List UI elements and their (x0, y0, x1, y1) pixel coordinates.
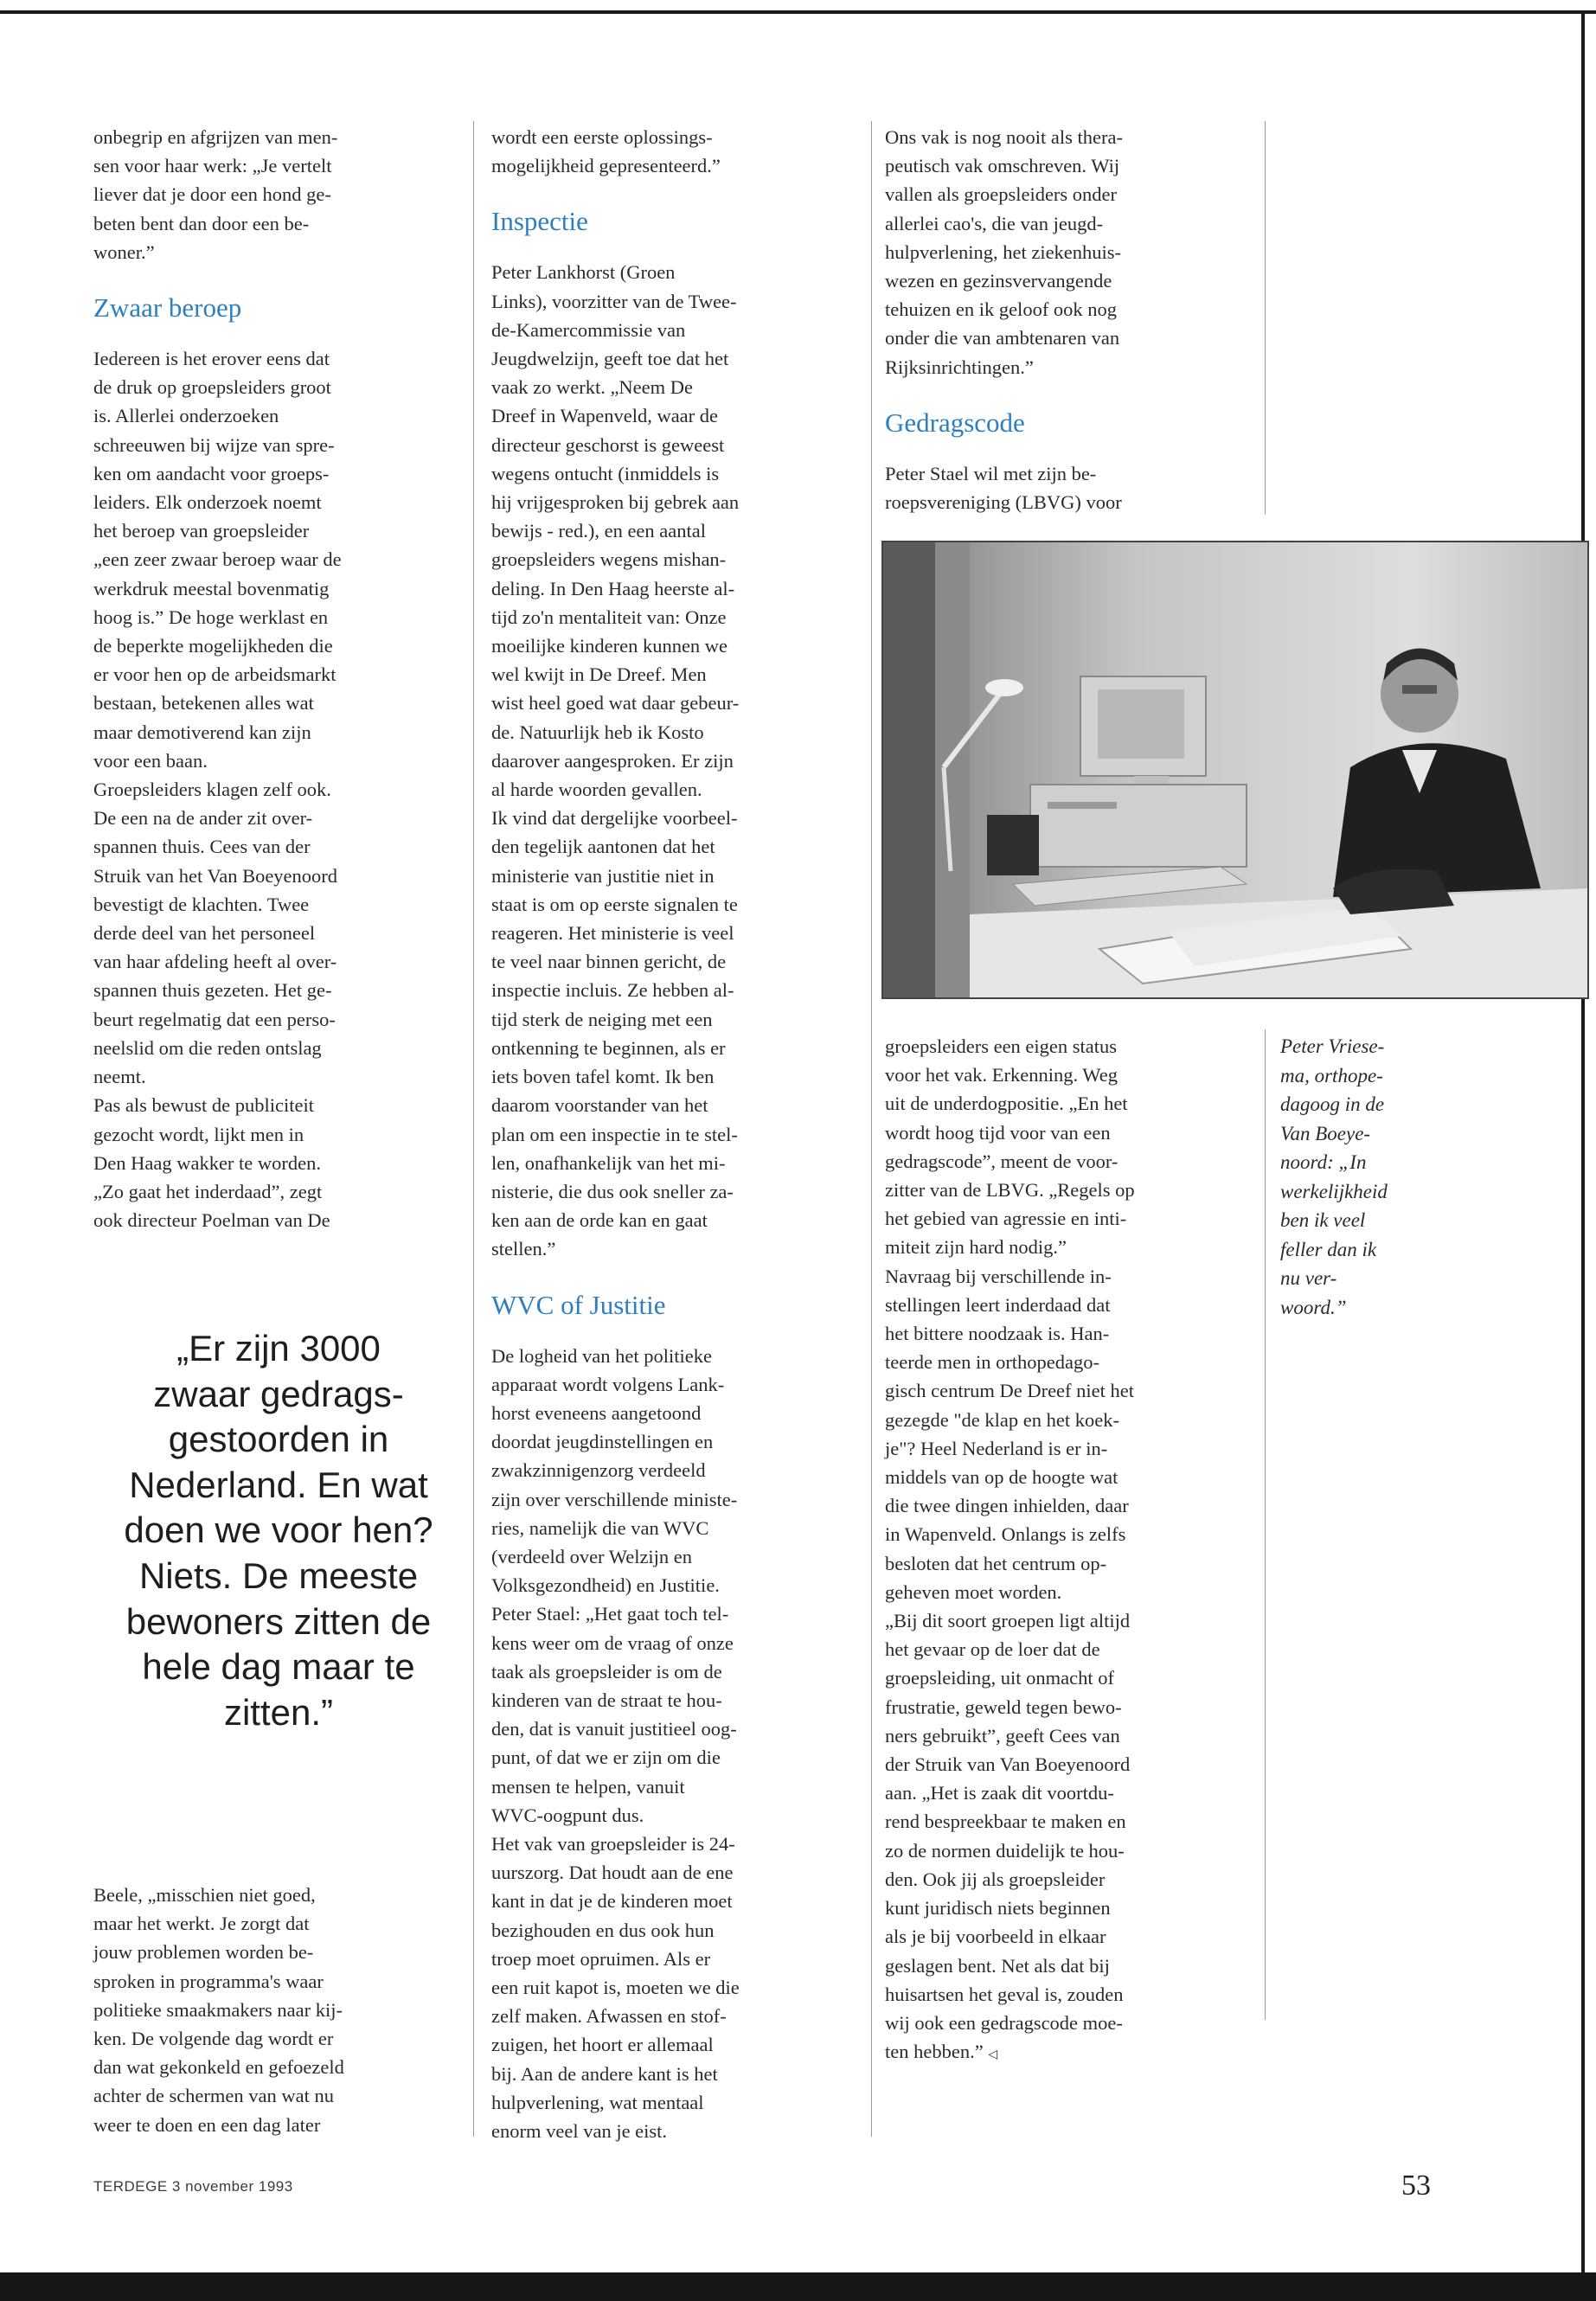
column-3-continuation (885, 1032, 1257, 2069)
page-border-right (1581, 10, 1585, 2272)
page-border-top (0, 10, 1596, 14)
column-3-body-bottom-text: groepsleiders een eigen status voor het vak. Erkenning. Weg uit de underdogpositie. „En het wordt hoog tijd voor van een gedragscode”, meent de voor- zitter van de LBVG. „Regels op het gebied van agressie en inti- miteit zijn hard nodig.” Navraag bij verschillende in- stellingen leert inderdaad dat het bittere noodzaak is. Han- teerde men in orthopedago- gisch centrum De Dreef niet het gezegde "de klap en het koek- je"? Heel Nederland is er in- middels van op de hoogte wat die twee dingen inhielden, daar in Wapenveld. Onlangs is zelfs besloten dat het centrum op- geheven moet worden. „Bij dit soort groepen ligt altijd het gevaar op de loer dat de groepsleiding, uit onmacht of frustratie, geweld tegen bewo- ners gebruikt”, geeft Cees van der Struik van Van Boeyenoord aan. „Het is zaak dit voortdu- rend bespreekbaar te maken en zo de normen duidelijk te hou- den. Ook jij als groepsleider kunt juridisch niets beginnen als je bij voorbeeld in elkaar geslagen bent. Net als dat bij huisartsen het geval is, zouden wij ook een gedragscode moe- ten hebben.” (885, 1035, 1135, 2063)
column-rule-2 (871, 121, 872, 2137)
column-3-body-bottom (885, 1032, 1257, 2069)
column-1-body: Iedereen is het erover eens dat de druk op groepsleiders groot is. Allerlei onderzoeken schreeuwen bij wijze van spre- ken om aandacht voor groeps- leiders. Elk onderzoek noemt het beroep van groepsleider „een zeer zwaar beroep waar de werkdruk meestal bovenmatig hoog is.” De hoge werklast en de beperkte mogelijkheden die er voor hen op de arbeidsmarkt bestaan, betekenen alles wat maar demotiverend kan zijn voor een baan. Groepsleiders klagen zelf ook. De een na de ander zit over- spannen thuis. Cees van der Struik van het Van Boeyenoord bevestigt de klachten. Twee derde deel van het personeel van haar afdeling heeft al over- spannen thuis gezeten. Het ge- beurt regelmatig dat een perso- neelslid om die reden ontslag neemt. Pas als bewust de publiciteit gezocht wordt, lijkt men in Den Haag wakker te worden. „Zo gaat het inderdaad”, zegt ook directeur Poelman van De (93, 348, 342, 1232)
column-3-body-top: Peter Stael wil met zijn be- roepsvereniging (LBVG) voor (885, 462, 1122, 514)
page-number: 53 (1401, 2170, 1431, 2202)
heading-wvc-of-justitie: WVC of Justitie (491, 1289, 666, 1320)
photo-caption: Peter Vriese- ma, orthope- dagoog in de Van Boeye- noord: „In werkelijkheid ben ik veel feller dan ik nu ver- woord.” (1280, 1035, 1388, 1318)
column-rule-1 (473, 121, 474, 2137)
column-rule-3-top (1265, 121, 1266, 515)
column-3 (885, 123, 1257, 516)
column-1-intro: onbegrip en afgrijzen van men- sen voor haar werk: „Je vertelt liever dat je door een hond ge- beten bent dan door een be- woner.” (93, 126, 338, 263)
column-2-intro: wordt een eerste oplossings- mogelijkheid gepresenteerd.” (491, 126, 721, 177)
publication-footer: TERDEGE 3 november 1993 (93, 2178, 293, 2195)
column-rule-3-bottom (1265, 1029, 1266, 2020)
pull-quote: „Er zijn 3000 zwaar gedrags- gestoorden in Nederland. En wat doen we voor hen? Niets. De meeste bewoners zitten de hele dag maar te zitten.” (124, 1328, 433, 1733)
column-1 (93, 123, 465, 1234)
heading-zwaar-beroep: Zwaar beroep (93, 292, 242, 324)
column-2-body-inspectie: Peter Lankhorst (Groen Links), voorzitter van de Twee- de-Kamercommissie van Jeugdwelzijn, geeft toe dat het vaak zo werkt. „Neem De Dreef in Wapenveld, waar de directeur geschorst is geweest wegens ontucht (inmiddels is hij vrijgesproken bij gebrek aan bewijs - red.), en een aantal groepsleiders wegens mishan- deling. In Den Haag heerste al- tijd zo'n mentaliteit van: Onze moeilijke kinderen kunnen we wel kwijt in De Dreef. Men wist heel goed wat daar gebeur- de. Natuurlijk heb ik Kosto daarover aangesproken. Er zijn al harde woorden gevallen. Ik vind dat dergelijke voorbeel- den tegelijk aantonen dat het ministerie van justitie niet in staat is om op eerste signalen te reageren. Het ministerie is veel te veel naar binnen gericht, de inspectie incluis. Ze hebben al- tijd sterk de neiging met een ontkenning te beginnen, als er iets boven tafel komt. Ik ben daarom voorstander van het plan om een inspectie in te stel- len, onafhankelijk van het mi- nisterie, die dus ook sneller za- ken aan de orde kan en gaat stellen.” (491, 261, 740, 1260)
end-mark: ◁ (988, 2048, 998, 2062)
column-1-continuation-text: Beele, „misschien niet goed, maar het werkt. Je zorgt dat jouw problemen worden be- sproken in programma's waar politieke smaakmakers naar kij- ken. De volgende dag wordt er dan wat gekonkeld en gefoezeld achter de schermen van wat nu weer te doen en een dag later (93, 1884, 344, 2136)
heading-gedragscode: Gedragscode (885, 407, 1025, 438)
column-2 (491, 123, 863, 2145)
column-3-intro: Ons vak is nog nooit als thera- peutisch vak omschreven. Wij vallen als groepsleiders onder allerlei cao's, die van jeugd- hulpverlening, het ziekenhuis- wezen en gezinsvervangende tehuizen en ik geloof ook nog onder die van ambtenaren van Rijksinrichtingen.” (885, 126, 1123, 378)
heading-inspectie: Inspectie (491, 206, 588, 237)
column-2-body-wvc: De logheid van het politieke apparaat wordt volgens Lank- horst eveneens aangetoond doordat jeugdinstellingen en zwakzinnigenzorg verdeeld zijn over verschillende ministe- ries, namelijk die van WVC (verdeeld over Welzijn en Volksgezondheid) en Justitie. Peter Stael: „Het gaat toch tel- kens weer om de vraag of onze taak als groepsleider is om de kinderen van de straat te hou- den, dat is vanuit justitieel oog- punt, of dat we er zijn om die mensen te helpen, vanuit WVC-oogpunt dus. Het vak van groepsleider is 24- uurszorg. Dat houdt aan de ene kant in dat je de kinderen moet bezighouden en dus ook hun troep moet opruimen. Als er een ruit kapot is, moeten we die zelf maken. Afwassen en stof- zuigen, het hoort er allemaal bij. Aan de andere kant is het hulpverlening, wat mentaal enorm veel van je eist. (491, 1344, 740, 2142)
column-1-continuation (93, 1881, 465, 2139)
office-photo (881, 541, 1589, 999)
page-border-bottom (0, 2272, 1596, 2301)
